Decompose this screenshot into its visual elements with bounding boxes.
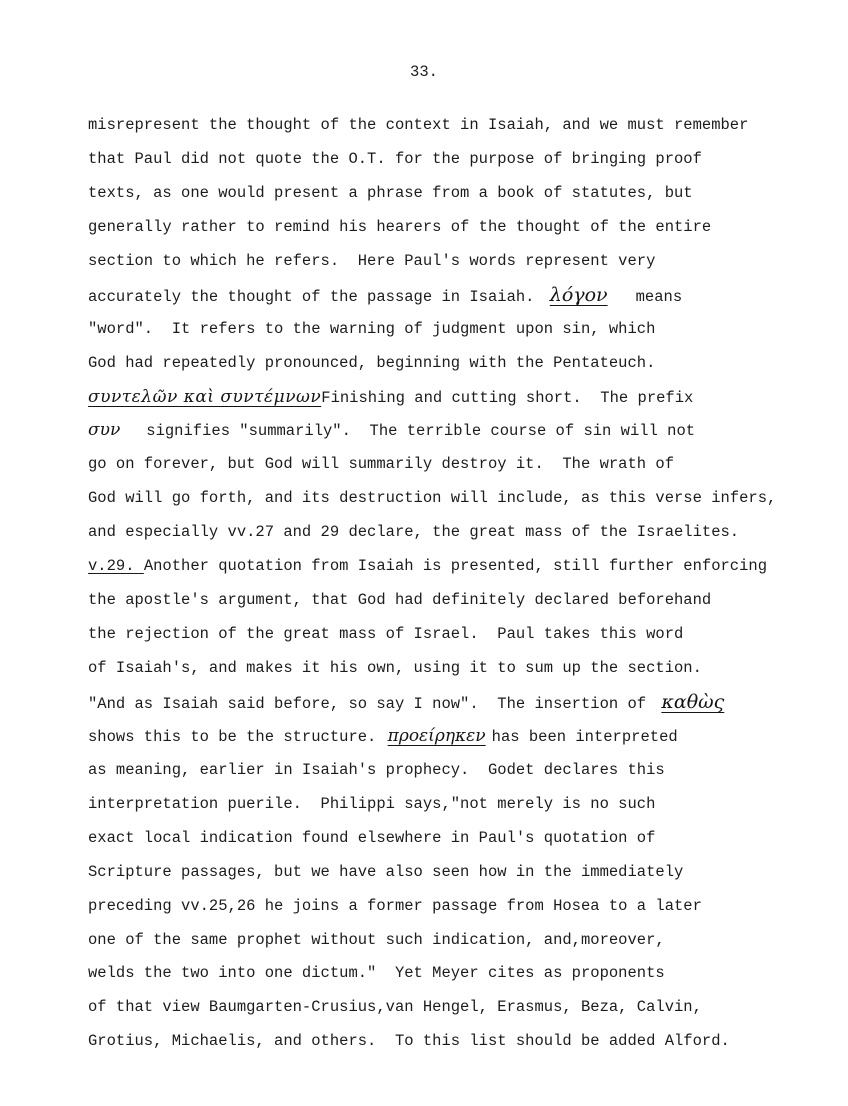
line-text: of Isaiah's, and makes it his own, using it to sum up the section. xyxy=(88,659,702,677)
line-text: "And as Isaiah said before, so say I now". The insertion of xyxy=(88,694,656,713)
line-text-after: has been interpreted xyxy=(491,727,678,746)
text-line xyxy=(88,485,828,519)
text-line xyxy=(88,927,828,961)
greek-prefix-syn: συν xyxy=(88,420,121,441)
line-text: exact local indication found elsewhere in Paul's quotation of xyxy=(88,828,656,847)
text-line xyxy=(88,451,828,485)
text-line xyxy=(88,417,828,451)
line-text-after: Finishing and cutting short. The prefix xyxy=(321,388,694,407)
text-line xyxy=(88,994,828,1028)
text-line xyxy=(88,859,828,893)
line-text: interpretation puerile. Philippi says,"not merely is no such xyxy=(88,794,656,813)
text-line xyxy=(88,960,828,994)
text-line xyxy=(88,723,828,757)
line-text: texts, as one would present a phrase from a book of statutes, but xyxy=(88,183,693,202)
greek-word-kathos: καθὼς xyxy=(661,690,725,713)
greek-word-logon: λόγον xyxy=(549,283,608,306)
text-line xyxy=(88,146,828,180)
line-text: as meaning, earlier in Isaiah's prophecy. Godet declares this xyxy=(88,760,665,779)
text-line xyxy=(88,384,828,418)
text-line xyxy=(88,893,828,927)
line-text: shows this to be the structure. xyxy=(88,727,386,746)
text-line xyxy=(88,282,828,316)
text-line xyxy=(88,248,828,282)
line-text: God will go forth, and its destruction will include, as this verse infers, xyxy=(88,489,777,508)
line-text: accurately the thought of the passage in Isaiah. xyxy=(88,287,544,306)
line-text: "word". It refers to the warning of judgment upon sin, which xyxy=(88,319,656,338)
text-line xyxy=(88,214,828,248)
line-text: generally rather to remind his hearers of the thought of the entire xyxy=(88,217,712,236)
line-text: and especially vv.27 and 29 declare, the great mass of the Israelites. xyxy=(88,523,740,542)
line-text: go on forever, but God will summarily destroy it. The wrath of xyxy=(88,455,674,474)
text-line xyxy=(88,655,828,689)
line-text: welds the two into one dictum." Yet Meyer cites as proponents xyxy=(88,964,665,983)
text-line xyxy=(88,689,828,723)
line-text: Scripture passages, but we have also seen how in the immediately xyxy=(88,862,684,881)
line-text: that Paul did not quote the O.T. for the purpose of bringing proof xyxy=(88,149,702,168)
text-line xyxy=(88,825,828,859)
line-text: preceding vv.25,26 he joins a former passage from Hosea to a later xyxy=(88,896,702,915)
text-line xyxy=(88,791,828,825)
text-line xyxy=(88,621,828,655)
text-line xyxy=(88,587,828,621)
line-text: Grotius, Michaelis, and others. To this list should be added Alford. xyxy=(88,1032,730,1051)
line-text: section to which he refers. Here Paul's words represent very xyxy=(88,251,656,270)
line-text-after: signifies "summarily". The terrible course of sin will not xyxy=(146,422,696,441)
line-text: God had repeatedly pronounced, beginning with the Pentateuch. xyxy=(88,353,656,372)
text-line xyxy=(88,180,828,214)
body-text xyxy=(88,112,828,1062)
text-line xyxy=(88,316,828,350)
line-text: the apostle's argument, that God had definitely declared beforehand xyxy=(88,591,712,610)
text-line xyxy=(88,112,828,146)
text-line xyxy=(88,1028,828,1062)
text-line xyxy=(88,350,828,384)
line-text: the rejection of the great mass of Israel. Paul takes this word xyxy=(88,625,684,644)
text-line xyxy=(88,553,828,587)
line-text: misrepresent the thought of the context in Isaiah, and we must remember xyxy=(88,116,749,134)
text-line xyxy=(88,519,828,553)
line-text-after: Another quotation from Isaiah is presented, still further enforcing xyxy=(143,557,768,576)
line-text: of that view Baumgarten-Crusius,van Hengel, Erasmus, Beza, Calvin, xyxy=(88,998,702,1017)
greek-word-proeireken: προείρηκεν xyxy=(387,725,486,746)
verse-marker: v.29. xyxy=(88,557,144,576)
greek-phrase-synteleon: συντελῶν καὶ συντέμνων xyxy=(88,386,322,407)
line-text: one of the same prophet without such indication, and,moreover, xyxy=(88,930,665,949)
page-number: 33. xyxy=(410,63,438,81)
line-text-after: means xyxy=(635,287,683,306)
text-line xyxy=(88,757,828,791)
